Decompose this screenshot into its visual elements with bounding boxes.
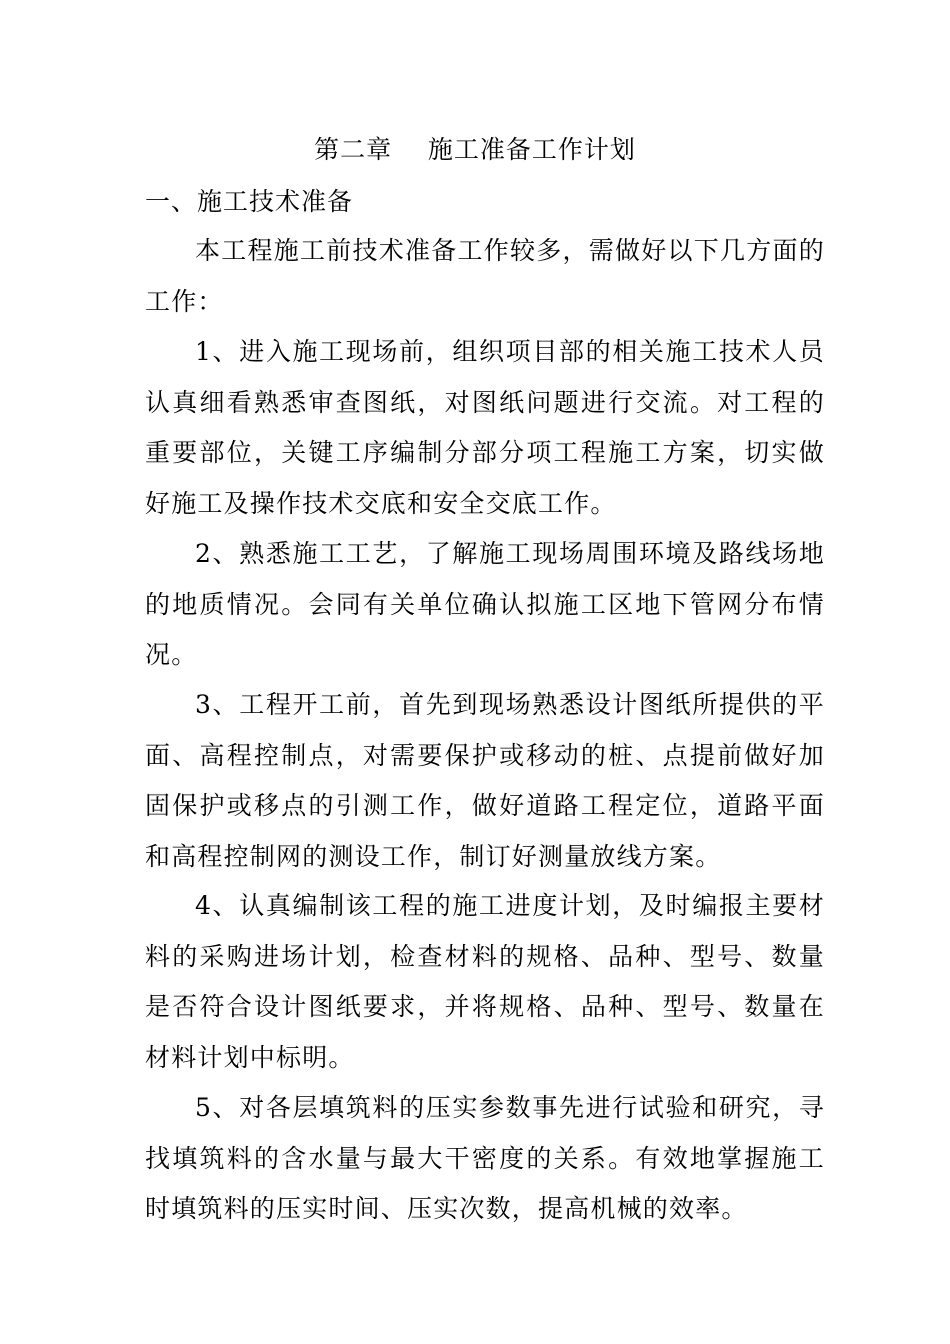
paragraph-item-4: 4、认真编制该工程的施工进度计划，及时编报主要材料的采购进场计划，检查材料的规格、品种、型号、数量是否符合设计图纸要求，并将规格、品种、型号、数量在材料计划中标明。 (145, 891, 825, 1072)
paragraph-item-3: 3、工程开工前，首先到现场熟悉设计图纸所提供的平面、高程控制点，对需要保护或移动的桩、点提前做好加固保护或移点的引测工作，做好道路工程定位，道路平面和高程控制网的测设工作，制订好测量放线方案。 (145, 690, 825, 871)
paragraph-intro: 本工程施工前技术准备工作较多，需做好以下几方面的工作： (145, 236, 825, 316)
paragraph-item-2: 2、熟悉施工工艺，了解施工现场周围环境及路线场地的地质情况。会同有关单位确认拟施工区地下管网分布情况。 (145, 539, 825, 669)
paragraph-item-1: 1、进入施工现场前，组织项目部的相关施工技术人员认真细看熟悉审查图纸，对图纸问题进行交流。对工程的重要部位，关键工序编制分部分项工程施工方案，切实做好施工及操作技术交底和安全交底工作。 (145, 337, 825, 518)
section-heading: 一、施工技术准备 (145, 187, 354, 216)
paragraph-item-5: 5、对各层填筑料的压实参数事先进行试验和研究，寻找填筑料的含水量与最大干密度的关系。有效地掌握施工时填筑料的压实时间、压实次数，提高机械的效率。 (145, 1093, 825, 1223)
chapter-title: 第二章 施工准备工作计划 (314, 135, 636, 164)
